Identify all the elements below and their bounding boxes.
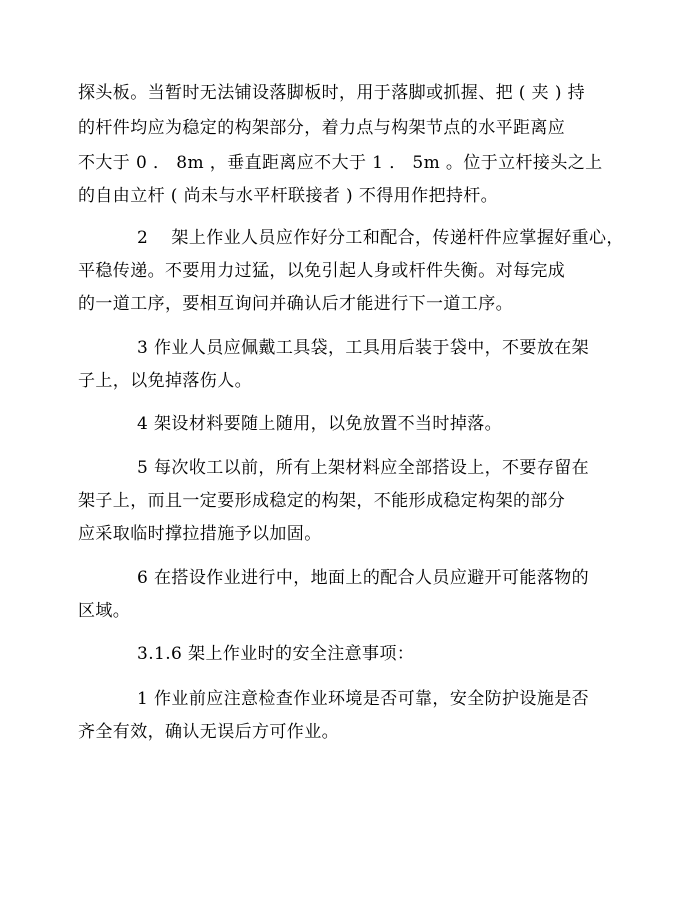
section-heading-3-1-6: 3.1.6 架上作业时的安全注意事项：: [137, 644, 415, 664]
paragraph-7-line-1: 1 作业前应注意检查作业环境是否可靠，安全防护设施是否: [137, 689, 590, 709]
paragraph-1-line-2: 的杆件均应为稳定的构架部分，着力点与构架节点的水平距离应: [78, 118, 566, 138]
paragraph-5-line-3: 应采取临时撑拉措施予以加固。: [78, 524, 322, 544]
paragraph-1-line-1: 探头板。当暂时无法铺设落脚板时，用于落脚或抓握、把 ( 夹 ) 持: [78, 83, 586, 103]
paragraph-2-line-2: 平稳传递。不要用力过猛，以免引起人身或杆件失衡。对每完成: [78, 261, 566, 281]
paragraph-3-line-1: 3 作业人员应佩戴工具袋，工具用后装于袋中，不要放在架: [137, 338, 590, 358]
paragraph-7-line-2: 齐全有效，确认无误后方可作业。: [78, 722, 339, 742]
paragraph-1-line-4: 的自由立杆 ( 尚未与水平杆联接者 ) 不得用作把持杆。: [78, 186, 499, 206]
paragraph-5-line-1: 5 每次收工以前，所有上架材料应全部搭设上，不要存留在: [137, 458, 590, 478]
paragraph-2-line-1: 2 架上作业人员应作好分工和配合，传递杆件应掌握好重心，: [137, 228, 624, 248]
paragraph-2-line-3: 的一道工序，要相互询问并确认后才能进行下一道工序。: [78, 294, 513, 314]
paragraph-6-line-1: 6 在搭设作业进行中，地面上的配合人员应避开可能落物的: [137, 568, 590, 588]
paragraph-1-line-3: 不大于 0 ． 8m ，垂直距离应不大于 1 ． 5m 。位于立杆接头之上: [78, 153, 603, 173]
paragraph-3-line-2: 子上，以免掉落伤人。: [78, 371, 252, 391]
paragraph-6-line-2: 区域。: [78, 601, 131, 621]
paragraph-4-line-1: 4 架设材料要随上随用，以免放置不当时掉落。: [137, 414, 503, 434]
paragraph-5-line-2: 架子上，而且一定要形成稳定的构架，不能形成稳定构架的部分: [78, 491, 566, 511]
